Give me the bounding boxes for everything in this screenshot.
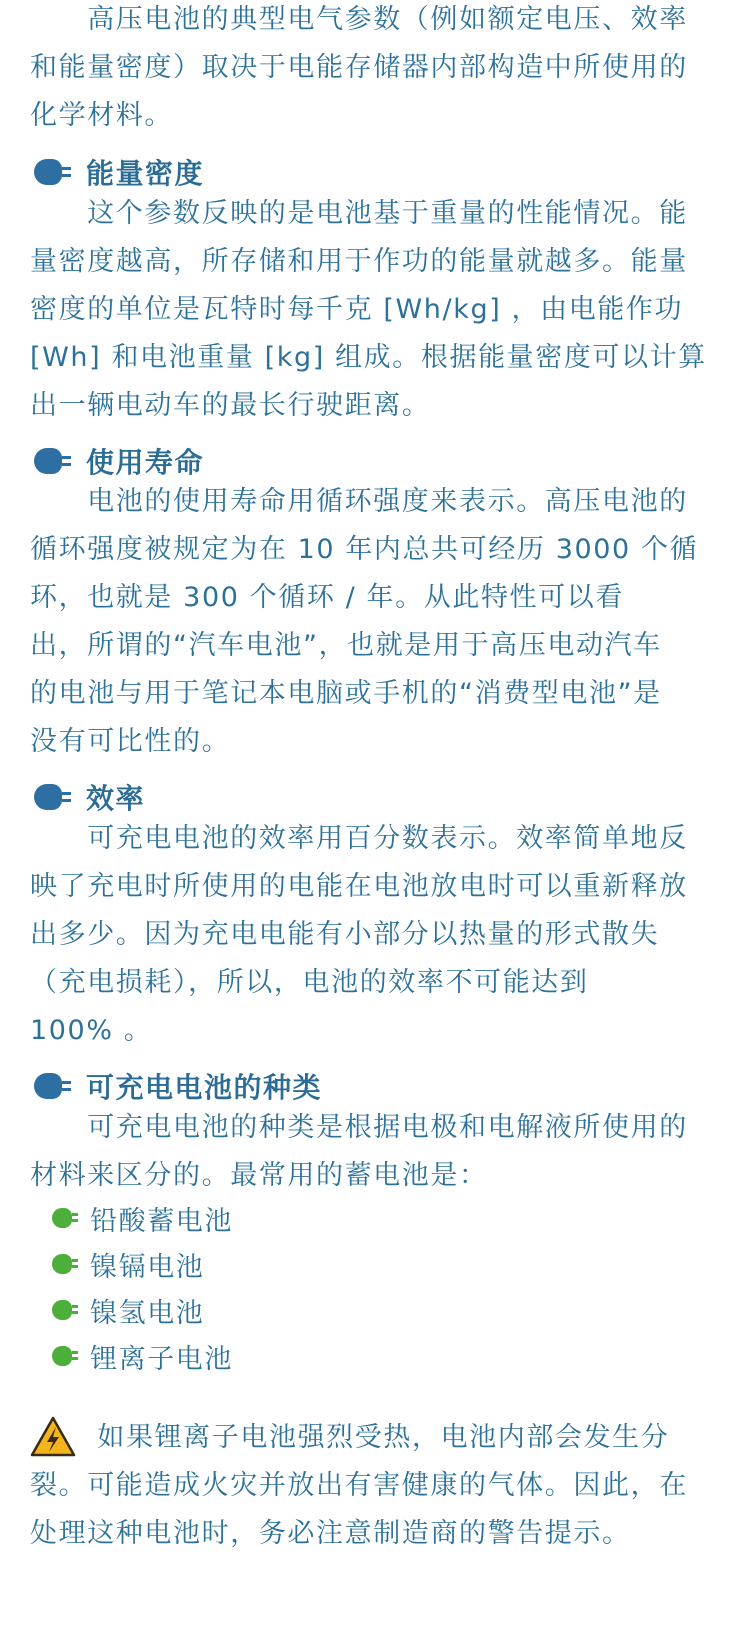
- section-title: 能量密度: [86, 157, 205, 190]
- section-bullet-icon: [32, 784, 72, 810]
- list-item-label: 锂离子电池: [90, 1343, 233, 1375]
- intro-line-3: 化学材料。: [30, 100, 173, 131]
- paragraph-line: 这个参数反映的是电池基于重量的性能情况。能: [30, 198, 688, 229]
- intro-paragraph: [30, 0, 720, 140]
- battery-types-paragraph: [30, 1104, 720, 1200]
- section-heading-battery-types: [32, 1064, 322, 1108]
- list-item-lead-acid: [52, 1195, 233, 1241]
- paragraph-line: 出，所谓的“汽车电池”，也就是用于高压电动汽车: [30, 630, 662, 661]
- paragraph-line: 映了充电时所使用的电能在电池放电时可以重新释放: [30, 871, 688, 902]
- section-heading-efficiency: [32, 775, 145, 819]
- paragraph-line: 密度的单位是瓦特时每千克 [Wh/kg] ，由电能作功: [30, 294, 684, 325]
- section-title: 可充电电池的种类: [86, 1071, 323, 1104]
- paragraph-line: 电池的使用寿命用循环强度来表示。高压电池的: [30, 486, 688, 517]
- paragraph-line: 材料来区分的。最常用的蓄电池是：: [30, 1160, 488, 1191]
- paragraph-line: （充电损耗），所以，电池的效率不可能达到: [30, 967, 589, 998]
- paragraph-line: 出多少。因为充电电能有小部分以热量的形式散失: [30, 919, 660, 950]
- paragraph-line: 100% 。: [30, 1015, 153, 1046]
- warning-line: 裂。可能造成火灾并放出有害健康的气体。因此，在: [30, 1470, 688, 1501]
- section-bullet-icon: [32, 448, 72, 474]
- paragraph-line: 出一辆电动车的最长行驶距离。: [30, 390, 431, 421]
- intro-line-2: 和能量密度）取决于电能存储器内部构造中所使用的: [30, 52, 688, 83]
- energy-density-paragraph: [30, 190, 720, 430]
- list-bullet-icon: [52, 1254, 82, 1274]
- list-item-label: 镍镉电池: [90, 1251, 205, 1283]
- list-item-nicd: [52, 1241, 204, 1287]
- intro-line-1: 高压电池的典型电气参数（例如额定电压、效率: [30, 4, 688, 35]
- warning-line: 处理这种电池时，务必注意制造商的警告提示。: [30, 1518, 631, 1549]
- list-item-label: 镍氢电池: [90, 1297, 205, 1329]
- paragraph-line: 循环强度被规定为在 10 年内总共可经历 3000 个循: [30, 534, 699, 565]
- section-bullet-icon: [32, 159, 72, 185]
- section-title: 效率: [86, 782, 146, 815]
- list-item-nimh: [52, 1287, 204, 1333]
- paragraph-line: [Wh] 和电池重量 [kg] 组成。根据能量密度可以计算: [30, 342, 707, 373]
- paragraph-line: 的电池与用于笔记本电脑或手机的“消费型电池”是: [30, 678, 662, 709]
- paragraph-line: 可充电电池的种类是根据电极和电解液所使用的: [30, 1112, 688, 1143]
- paragraph-line: 没有可比性的。: [30, 726, 231, 757]
- paragraph-line: 可充电电池的效率用百分数表示。效率简单地反: [30, 823, 688, 854]
- list-bullet-icon: [52, 1208, 82, 1228]
- section-heading-service-life: [32, 439, 204, 483]
- section-title: 使用寿命: [86, 446, 205, 479]
- section-bullet-icon: [32, 1073, 72, 1099]
- paragraph-line: 环，也就是 300 个循环 / 年。从此特性可以看: [30, 582, 624, 613]
- section-heading-energy-density: [32, 150, 204, 194]
- list-bullet-icon: [52, 1300, 82, 1320]
- warning-paragraph: [30, 1414, 720, 1558]
- list-item-li-ion: [52, 1333, 233, 1379]
- efficiency-paragraph: [30, 815, 720, 1055]
- service-life-paragraph: [30, 478, 720, 766]
- warning-line: 如果锂离子电池强烈受热，电池内部会发生分: [30, 1422, 670, 1453]
- list-item-label: 铅酸蓄电池: [90, 1205, 233, 1237]
- paragraph-line: 量密度越高，所存储和用于作功的能量就越多。能量: [30, 246, 688, 277]
- list-bullet-icon: [52, 1346, 82, 1366]
